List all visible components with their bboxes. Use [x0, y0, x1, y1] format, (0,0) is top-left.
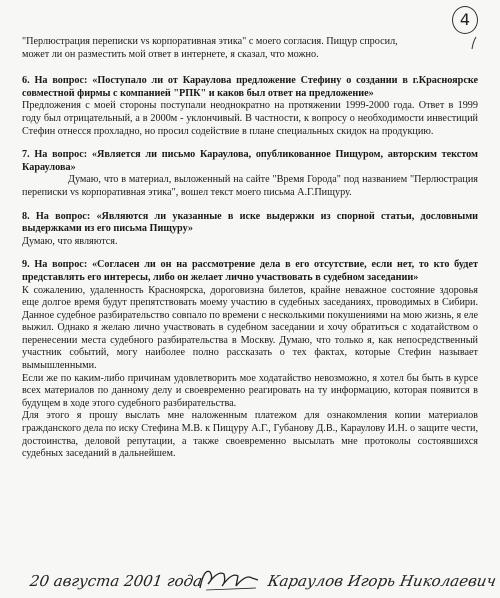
handwritten-footer — [20, 570, 498, 594]
answer-9-paragraph-2: Если же по каким-либо причинам удовлетворить мое ходатайство невозможно, я хотел бы быть в курсе всех материалов по данному делу и своевременно реагировать на ту информацию, которая появится в будущем в ходе этого судебного разбирательства. — [22, 372, 478, 409]
answer-9-paragraph-3: Для этого я прошу выслать мне наложенным платежом для ознакомления копии материалов гражданского дела по иску Стефина М.В. к Пищуру А.Г., Губанову Д.В., Караулову И.Н. о защите чести, достоинства, деловой репутации, а также своевременно высылать мне протоколы состоявшихся судебных заседаний в дальнейшем. — [22, 410, 478, 460]
document-body — [22, 36, 478, 461]
signature — [196, 564, 266, 594]
intro-line-1: "Перлюстрация переписки vs корпоративная этика" с моего согласия. Пищур спросил, — [22, 36, 398, 47]
question-7: 7. На вопрос: «Является ли письмо Караулова, опубликованное Пищуром, авторским текстом Караулова» — [22, 149, 478, 173]
answer-8: Думаю, что являются. — [22, 235, 118, 247]
question-9: 9. На вопрос: «Согласен ли он на рассмотрение дела в его отсутствие, если нет, то кто будет представлять его интересы, либо он желает лично участвовать в судебном заседании» — [22, 259, 478, 283]
question-6: 6. На вопрос: «Поступало ли от Караулова предложение Стефину о создании в г.Красноярске совместной фирмы с компанией "РПК" и каков был ответ на предложение» — [22, 75, 478, 99]
intro-line-2: может ли он разместить мой ответ в интернете, я сказал, что можно. — [22, 48, 319, 60]
question-8: 8. На вопрос: «Являются ли указанные в иске выдержки из спорной статьи, дословными выдержками из его письма Пищуру» — [22, 210, 478, 235]
answer-9-paragraph-1: К сожалению, удаленность Красноярска, дороговизна билетов, крайне неважное состояние здоровья еще долгое время будут препятствовать моему участию в судебных заседаниях, проводимых в Сибири. Данное судебное разбирательство совпало по времени с несколькими покушениями на мою жизнь, я еле выжил. Однако я желаю лично участвовать в судебном заседании и хочу обратиться с ходатайством о перенесении места судебного разбирательства в Москву. Думаю, что только я, как непосредственный участник событий, могу наиболее полно рассказать о тех фактах, которые Стефин называет вымышленными. — [22, 284, 478, 372]
answer-6: Предложения с моей стороны поступали неоднократно на протяжении 1999-2000 года. Ответ в 1999 году был отрицательный, а в 2000м - уклончивый. В частности, к вопросу о необходимости инвестиций Стефин отнесся прохладно, но просил содействие в плане специальных скидок на продукцию. — [22, 100, 478, 137]
page-number: 4 — [452, 6, 478, 34]
answer-7: Думаю, что в материал, выложенный на сайте "Время Города" под названием "Перлюстрация переписки vs корпоративная этика", вошел текст моего письма А.Г.Пищуру. — [22, 174, 478, 198]
handwritten-date: 20 августа 2001 года — [28, 572, 204, 590]
handwritten-name: Караулов Игорь Николаевич — [266, 572, 498, 590]
